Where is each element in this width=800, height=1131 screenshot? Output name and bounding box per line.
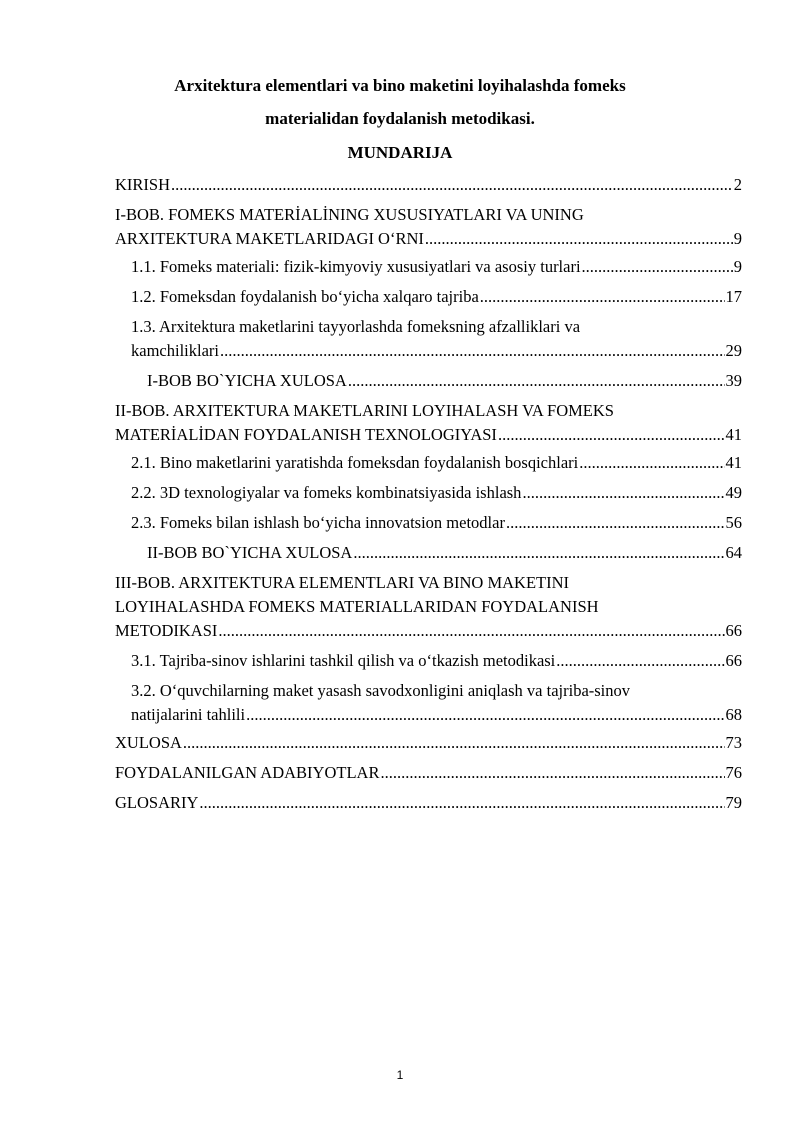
toc-entry[interactable] — [131, 481, 742, 505]
toc-entry-title: II-BOB BO`YICHA XULOSA — [147, 543, 353, 562]
toc-entry-title: 1.2. Fomeksdan foydalanish bo‘yicha xalqaro tajriba — [131, 287, 479, 306]
toc-entry[interactable] — [131, 679, 742, 727]
toc-entry[interactable] — [115, 731, 742, 755]
toc-entry-title: II-BOB. ARXITEKTURA MAKETLARINI LOYIHALASH VA FOMEKS — [115, 401, 614, 420]
toc-dot-leader — [183, 731, 725, 755]
toc-dot-leader — [582, 255, 733, 279]
toc-dot-leader — [522, 481, 724, 505]
toc-entry[interactable] — [131, 451, 742, 475]
toc-entry-title: I-BOB BO`YICHA XULOSA — [147, 371, 347, 390]
toc-entry[interactable] — [147, 541, 742, 565]
toc-dot-leader — [480, 285, 725, 309]
toc-entry-title: MATERİALİDAN FOYDALANISH TEXNOLOGIYASI — [115, 425, 497, 444]
toc-entry-title: 2.2. 3D texnologiyalar va fomeks kombinatsiyasida ishlash — [131, 483, 522, 502]
toc-entry-title: KIRISH — [115, 175, 171, 194]
toc-entry-page: 39 — [725, 371, 742, 390]
toc-dot-leader — [425, 227, 733, 251]
toc-entry-page: 66 — [725, 621, 742, 640]
toc-entry-title: FOYDALANILGAN ADABIYOTLAR — [115, 763, 380, 782]
toc-entry[interactable] — [115, 761, 742, 785]
toc-entry-page: 2 — [733, 175, 742, 194]
toc-dot-leader — [380, 761, 724, 785]
page-number: 1 — [396, 1068, 404, 1082]
toc-entry[interactable] — [115, 203, 742, 251]
toc-heading: MUNDARIJA — [347, 143, 453, 162]
toc-entry-title: METODIKASI — [115, 621, 218, 640]
toc-entry-page: 73 — [725, 733, 742, 752]
toc-dot-leader — [246, 703, 724, 727]
toc-entry-title: 3.2. O‘quvchilarning maket yasash savodxonligini aniqlash va tajriba-sinov — [131, 681, 631, 700]
toc-entry-title: 1.1. Fomeks materiali: fizik-kimyoviy xususiyatlari va asosiy turlari — [131, 257, 581, 276]
toc-entry-page: 41 — [725, 453, 742, 472]
toc-entry[interactable] — [131, 285, 742, 309]
toc-entry-title: natijalarini tahlili — [131, 705, 246, 724]
toc-entry-page: 79 — [725, 793, 742, 812]
toc-entry-title: 2.1. Bino maketlarini yaratishda fomeksdan foydalanish bosqichlari — [131, 453, 579, 472]
document-title-line-1: Arxitektura elementlari va bino maketini loyihalashda fomeks — [174, 76, 626, 95]
toc-entry-title: I-BOB. FOMEKS MATERİALİNING XUSUSIYATLARI VA UNING — [115, 205, 584, 224]
toc-entry-title: LOYIHALASHDA FOMEKS MATERIALLARIDAN FOYDALANISH — [115, 597, 599, 616]
toc-entry[interactable] — [131, 649, 742, 673]
toc-entry[interactable] — [115, 791, 742, 815]
toc-entry-page: 17 — [725, 287, 742, 306]
toc-dot-leader — [579, 451, 724, 475]
toc-dot-leader — [171, 173, 733, 197]
toc-dot-leader — [348, 369, 725, 393]
toc-entry-title: III-BOB. ARXITEKTURA ELEMENTLARI VA BINO MAKETINI — [115, 573, 570, 592]
toc-dot-leader — [199, 791, 724, 815]
toc-entry[interactable] — [131, 255, 742, 279]
toc-dot-leader — [556, 649, 724, 673]
toc-entry-page: 41 — [725, 425, 742, 444]
toc-dot-leader — [498, 423, 725, 447]
toc-entry-page: 68 — [725, 705, 742, 724]
toc-entry-page: 64 — [725, 543, 742, 562]
toc-entry-page: 29 — [725, 341, 742, 360]
toc-entry-title: GLOSARIY — [115, 793, 199, 812]
toc-entry-page: 56 — [725, 513, 742, 532]
toc-entry-page: 9 — [733, 229, 742, 248]
toc-dot-leader — [218, 619, 724, 643]
toc-entry-title: XULOSA — [115, 733, 182, 752]
toc-entry-page: 66 — [725, 651, 742, 670]
toc-entry-page: 49 — [725, 483, 742, 502]
document-title-line-2: materialidan foydalanish metodikasi. — [265, 109, 535, 128]
toc-dot-leader — [220, 339, 725, 363]
toc-dot-leader — [353, 541, 724, 565]
toc-entry-title: kamchiliklari — [131, 341, 219, 360]
toc-dot-leader — [506, 511, 725, 535]
toc-entry-title: 3.1. Tajriba-sinov ishlarini tashkil qilish va o‘tkazish metodikasi — [131, 651, 556, 670]
toc-entry-page: 76 — [725, 763, 742, 782]
toc-entry-title: 2.3. Fomeks bilan ishlash bo‘yicha innovatsion metodlar — [131, 513, 505, 532]
toc-entry[interactable] — [115, 571, 742, 643]
toc-entry[interactable] — [131, 511, 742, 535]
toc-entry[interactable] — [131, 315, 742, 363]
toc-entry-title: ARXITEKTURA MAKETLARIDAGI O‘RNI — [115, 229, 424, 248]
toc-entry-page: 9 — [733, 257, 742, 276]
toc-entry[interactable] — [115, 399, 742, 447]
toc-entry[interactable] — [147, 369, 742, 393]
toc-entry[interactable] — [115, 173, 742, 197]
toc-entry-title: 1.3. Arxitektura maketlarini tayyorlashda fomeksning afzalliklari va — [131, 317, 581, 336]
